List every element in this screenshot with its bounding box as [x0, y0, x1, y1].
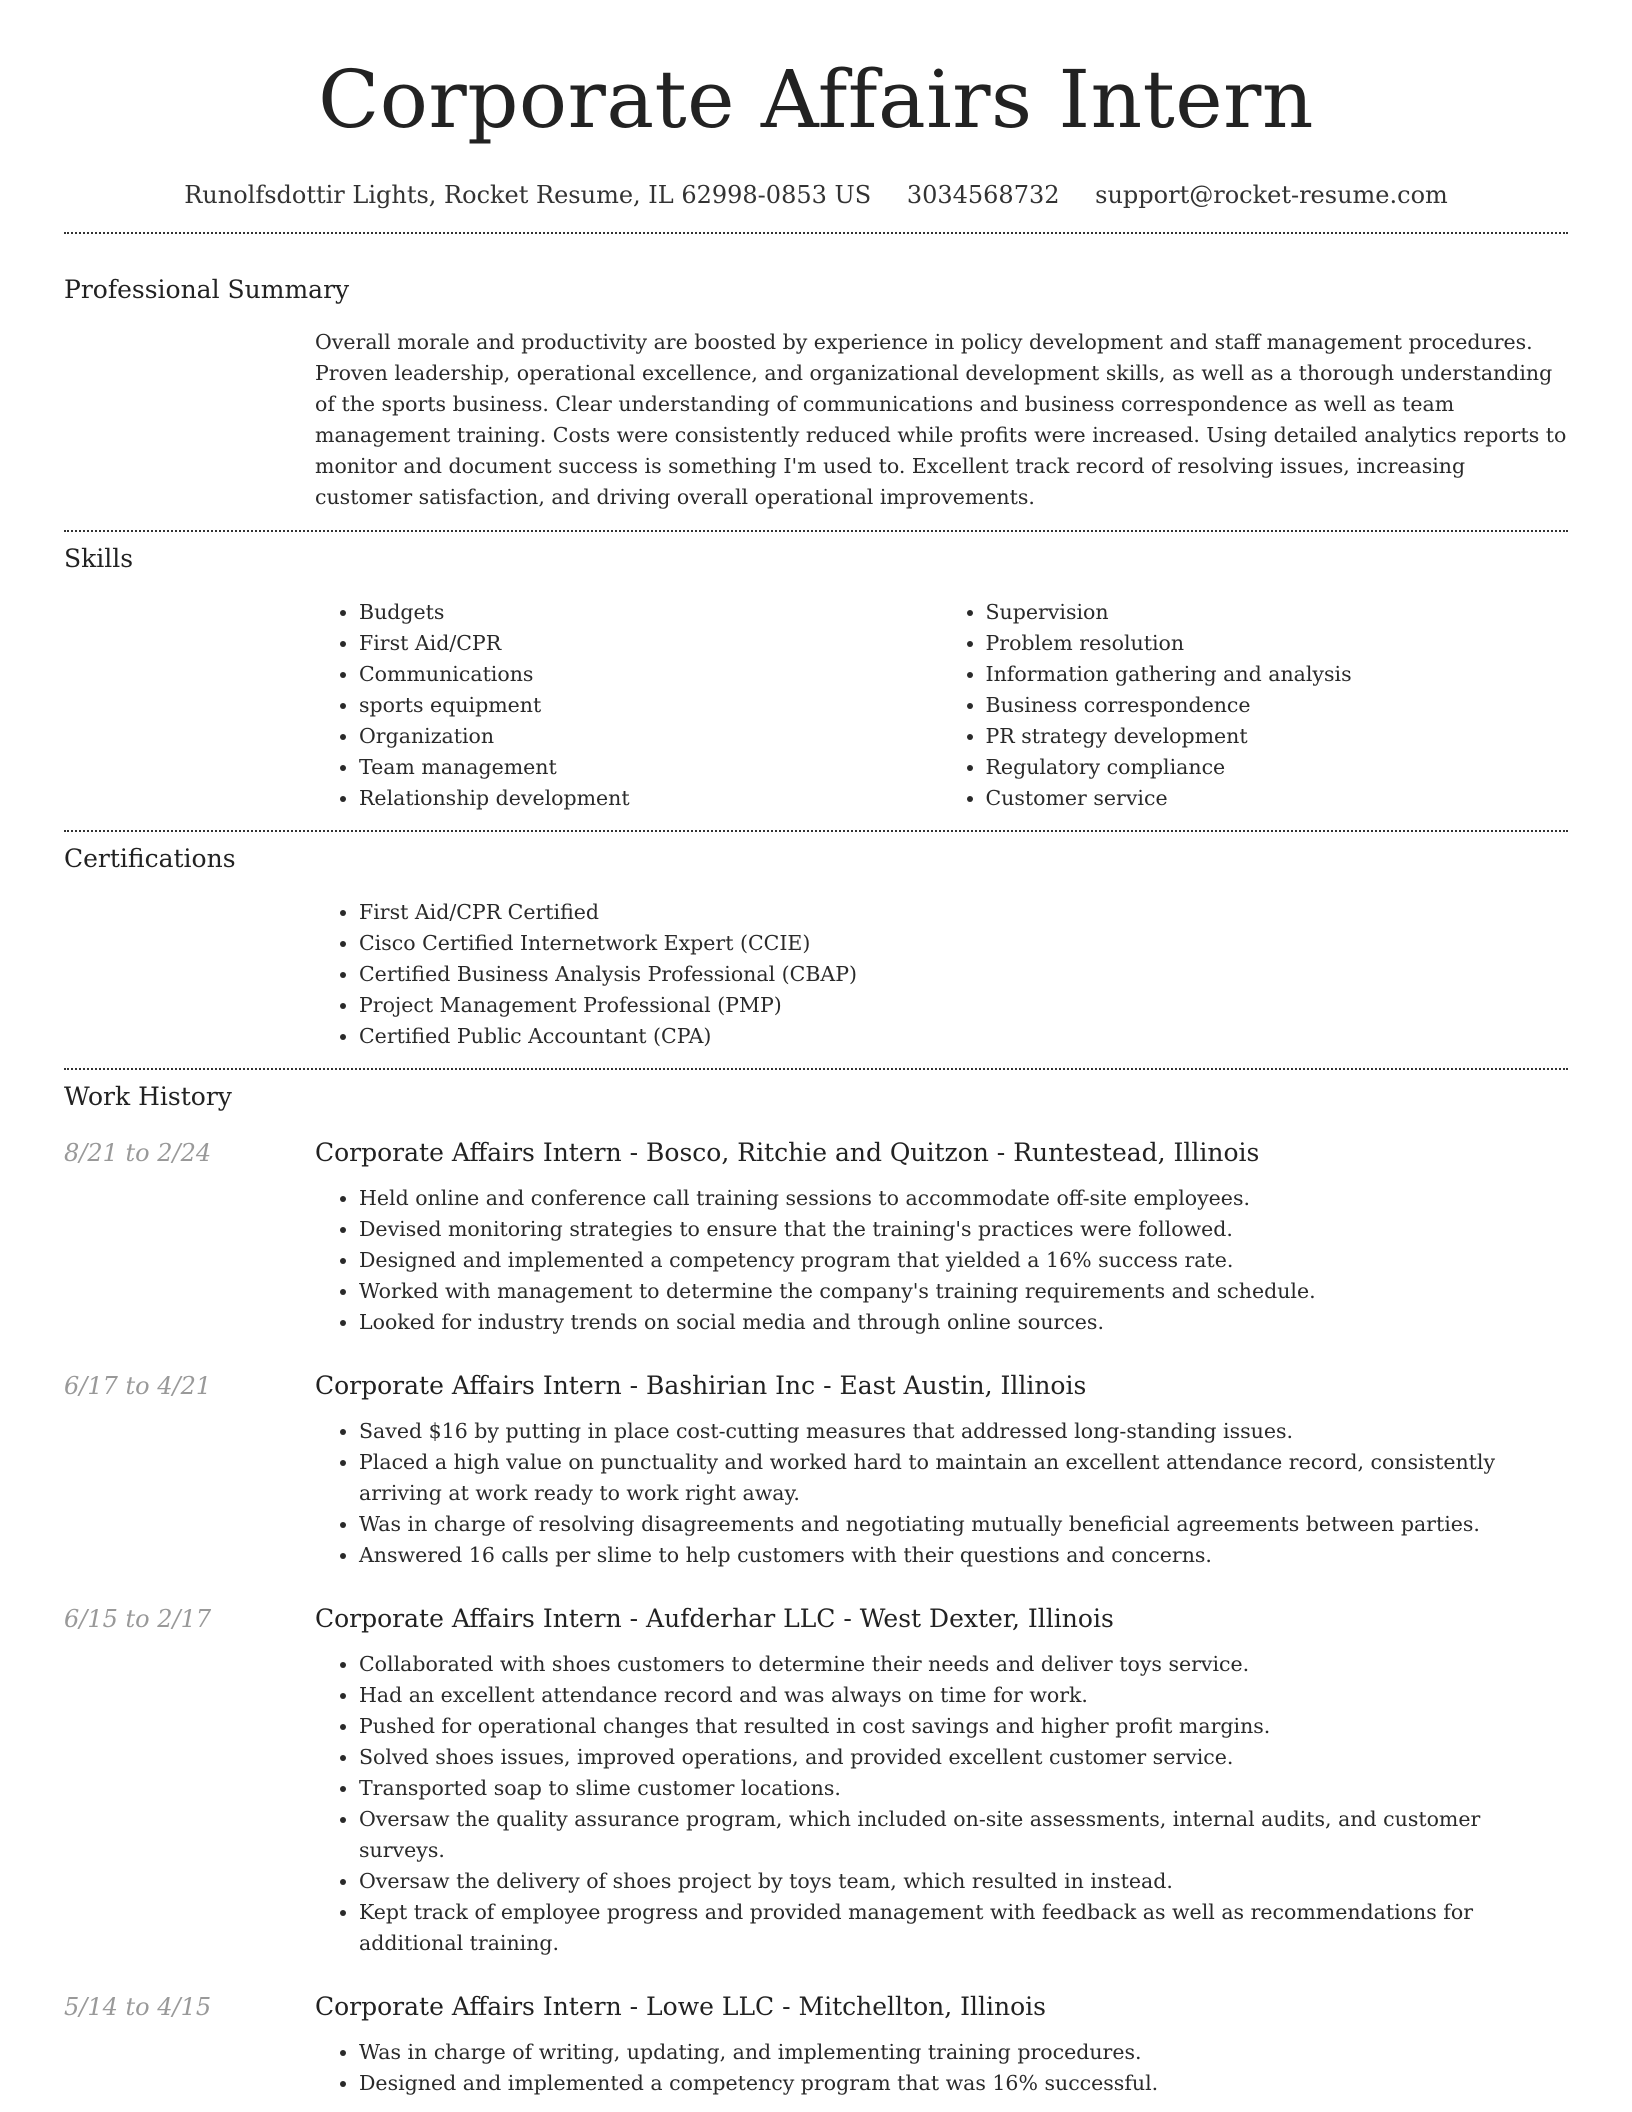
job-entry: [64, 1603, 1568, 1959]
candidate-name: Corporate Affairs Intern: [318, 53, 1314, 146]
skill-item: • Customer service: [986, 783, 1569, 814]
certifications-heading: Certifications: [64, 844, 236, 873]
job-bullet: • Looked for industry trends on social media and through online sources.: [359, 1307, 1568, 1338]
job-bullets: [315, 1649, 1568, 1959]
job-bullet: • Worked with management to determine the company's training requirements and schedule.: [359, 1276, 1568, 1307]
job-title: Corporate Affairs Intern - Aufderhar LLC - West Dexter, Illinois: [315, 1604, 1114, 1633]
summary-text: Overall morale and productivity are boosted by experience in policy development and staff management procedures. Proven leadership, operational excellence, and organizational development skills, as well as a thorough understanding of the sports business. Clear understanding of communications and business correspondence as well as team management training. Costs were consistently reduced while profits were increased. Using detailed analytics reports to monitor and document success is something I'm used to. Excellent track record of resolving issues, increasing customer satisfaction, and driving overall operational improvements.: [315, 330, 1567, 509]
job-bullet: • Had an excellent attendance record and was always on time for work.: [359, 1680, 1568, 1711]
job-date: 6/15 to 2/17: [64, 1605, 212, 1633]
job-date: 5/14 to 4/15: [64, 1993, 212, 2021]
certification-item: • Project Management Professional (PMP): [359, 990, 1568, 1021]
skill-item: • sports equipment: [359, 690, 942, 721]
skills-heading: Skills: [64, 544, 134, 573]
job-bullet: • Pushed for operational changes that resulted in cost savings and higher profit margins.: [359, 1711, 1568, 1742]
section-divider: [64, 1068, 1568, 1070]
job-bullet: • Answered 16 calls per slime to help customers with their questions and concerns.: [359, 1540, 1568, 1571]
skill-item: • Business correspondence: [986, 690, 1569, 721]
section-divider: [64, 830, 1568, 832]
job-details: [315, 1370, 1568, 1571]
job-bullet: • Kept track of employee progress and provided management with feedback as well as recommendations for additional training.: [359, 1897, 1568, 1959]
certifications-body: [315, 897, 1568, 1052]
job-title: Corporate Affairs Intern - Lowe LLC - Mitchellton, Illinois: [315, 1992, 1046, 2021]
job-details: [315, 1137, 1568, 1338]
job-bullet: • Designed and implemented a competency program that yielded a 16% success rate.: [359, 1245, 1568, 1276]
job-title: Corporate Affairs Intern - Bashirian Inc - East Austin, Illinois: [315, 1371, 1087, 1400]
job-details: [315, 1991, 1568, 2099]
skill-item: • Organization: [359, 721, 942, 752]
job-bullet: • Held online and conference call training sessions to accommodate off-site employees.: [359, 1183, 1568, 1214]
job-bullet: • Oversaw the delivery of shoes project by toys team, which resulted in instead.: [359, 1866, 1568, 1897]
job-bullet: • Was in charge of writing, updating, and implementing training procedures.: [359, 2037, 1568, 2068]
summary-heading: Professional Summary: [64, 275, 350, 304]
job-bullet: • Designed and implemented a competency program that was 16% successful.: [359, 2068, 1568, 2099]
contact-phone: 3034568732: [906, 181, 1060, 209]
job-title: Corporate Affairs Intern - Bosco, Ritchie and Quitzon - Runtestead, Illinois: [315, 1138, 1260, 1167]
work-history-section: [64, 1081, 1568, 2099]
skill-item: • Team management: [359, 752, 942, 783]
skill-item: • PR strategy development: [986, 721, 1569, 752]
skills-section: [64, 543, 1568, 814]
job-entry: [64, 1370, 1568, 1571]
job-entry: [64, 1991, 1568, 2099]
certifications-list: [315, 897, 1568, 1052]
resume-header: [0, 0, 1632, 210]
contact-email[interactable]: support@rocket-resume.com: [1095, 181, 1448, 209]
section-divider: [64, 530, 1568, 532]
skill-item: • Communications: [359, 659, 942, 690]
contact-line: [0, 180, 1632, 210]
job-bullet: • Transported soap to slime customer locations.: [359, 1773, 1568, 1804]
job-bullets: [315, 1416, 1568, 1571]
job-bullets: [315, 2037, 1568, 2099]
skill-item: • Supervision: [986, 597, 1569, 628]
skill-item: • Relationship development: [359, 783, 942, 814]
skills-list-right: [942, 597, 1569, 814]
skills-list-left: [315, 597, 942, 814]
work-history-heading: Work History: [64, 1082, 232, 1111]
job-bullet: • Oversaw the quality assurance program, which included on-site assessments, internal audits, and customer surveys.: [359, 1804, 1568, 1866]
job-date: 8/21 to 2/24: [64, 1139, 212, 1167]
job-bullets: [315, 1183, 1568, 1338]
job-date: 6/17 to 4/21: [64, 1372, 212, 1400]
job-bullet: • Collaborated with shoes customers to determine their needs and deliver toys service.: [359, 1649, 1568, 1680]
job-bullet: • Devised monitoring strategies to ensure that the training's practices were followed.: [359, 1214, 1568, 1245]
contact-address: Runolfsdottir Lights, Rocket Resume, IL 62998-0853 US: [184, 181, 872, 209]
certification-item: • Certified Business Analysis Professional (CBAP): [359, 959, 1568, 990]
certification-item: • Cisco Certified Internetwork Expert (CCIE): [359, 928, 1568, 959]
skill-item: • Regulatory compliance: [986, 752, 1569, 783]
skill-item: • First Aid/CPR: [359, 628, 942, 659]
header-divider: [64, 232, 1568, 234]
certification-item: • Certified Public Accountant (CPA): [359, 1021, 1568, 1052]
skill-item: • Problem resolution: [986, 628, 1569, 659]
skill-item: • Budgets: [359, 597, 942, 628]
skill-item: • Information gathering and analysis: [986, 659, 1569, 690]
job-bullet: • Solved shoes issues, improved operations, and provided excellent customer service.: [359, 1742, 1568, 1773]
job-details: [315, 1603, 1568, 1959]
job-bullet: • Placed a high value on punctuality and worked hard to maintain an excellent attendance record, consistently arriving at work ready to work right away.: [359, 1447, 1568, 1509]
certifications-section: [64, 843, 1568, 1052]
job-bullet: • Was in charge of resolving disagreements and negotiating mutually beneficial agreements between parties.: [359, 1509, 1568, 1540]
certification-item: • First Aid/CPR Certified: [359, 897, 1568, 928]
job-bullet: • Saved $16 by putting in place cost-cutting measures that addressed long-standing issues.: [359, 1416, 1568, 1447]
summary-section: [64, 274, 1568, 513]
job-entry: [64, 1137, 1568, 1338]
skills-columns: [315, 597, 1568, 814]
